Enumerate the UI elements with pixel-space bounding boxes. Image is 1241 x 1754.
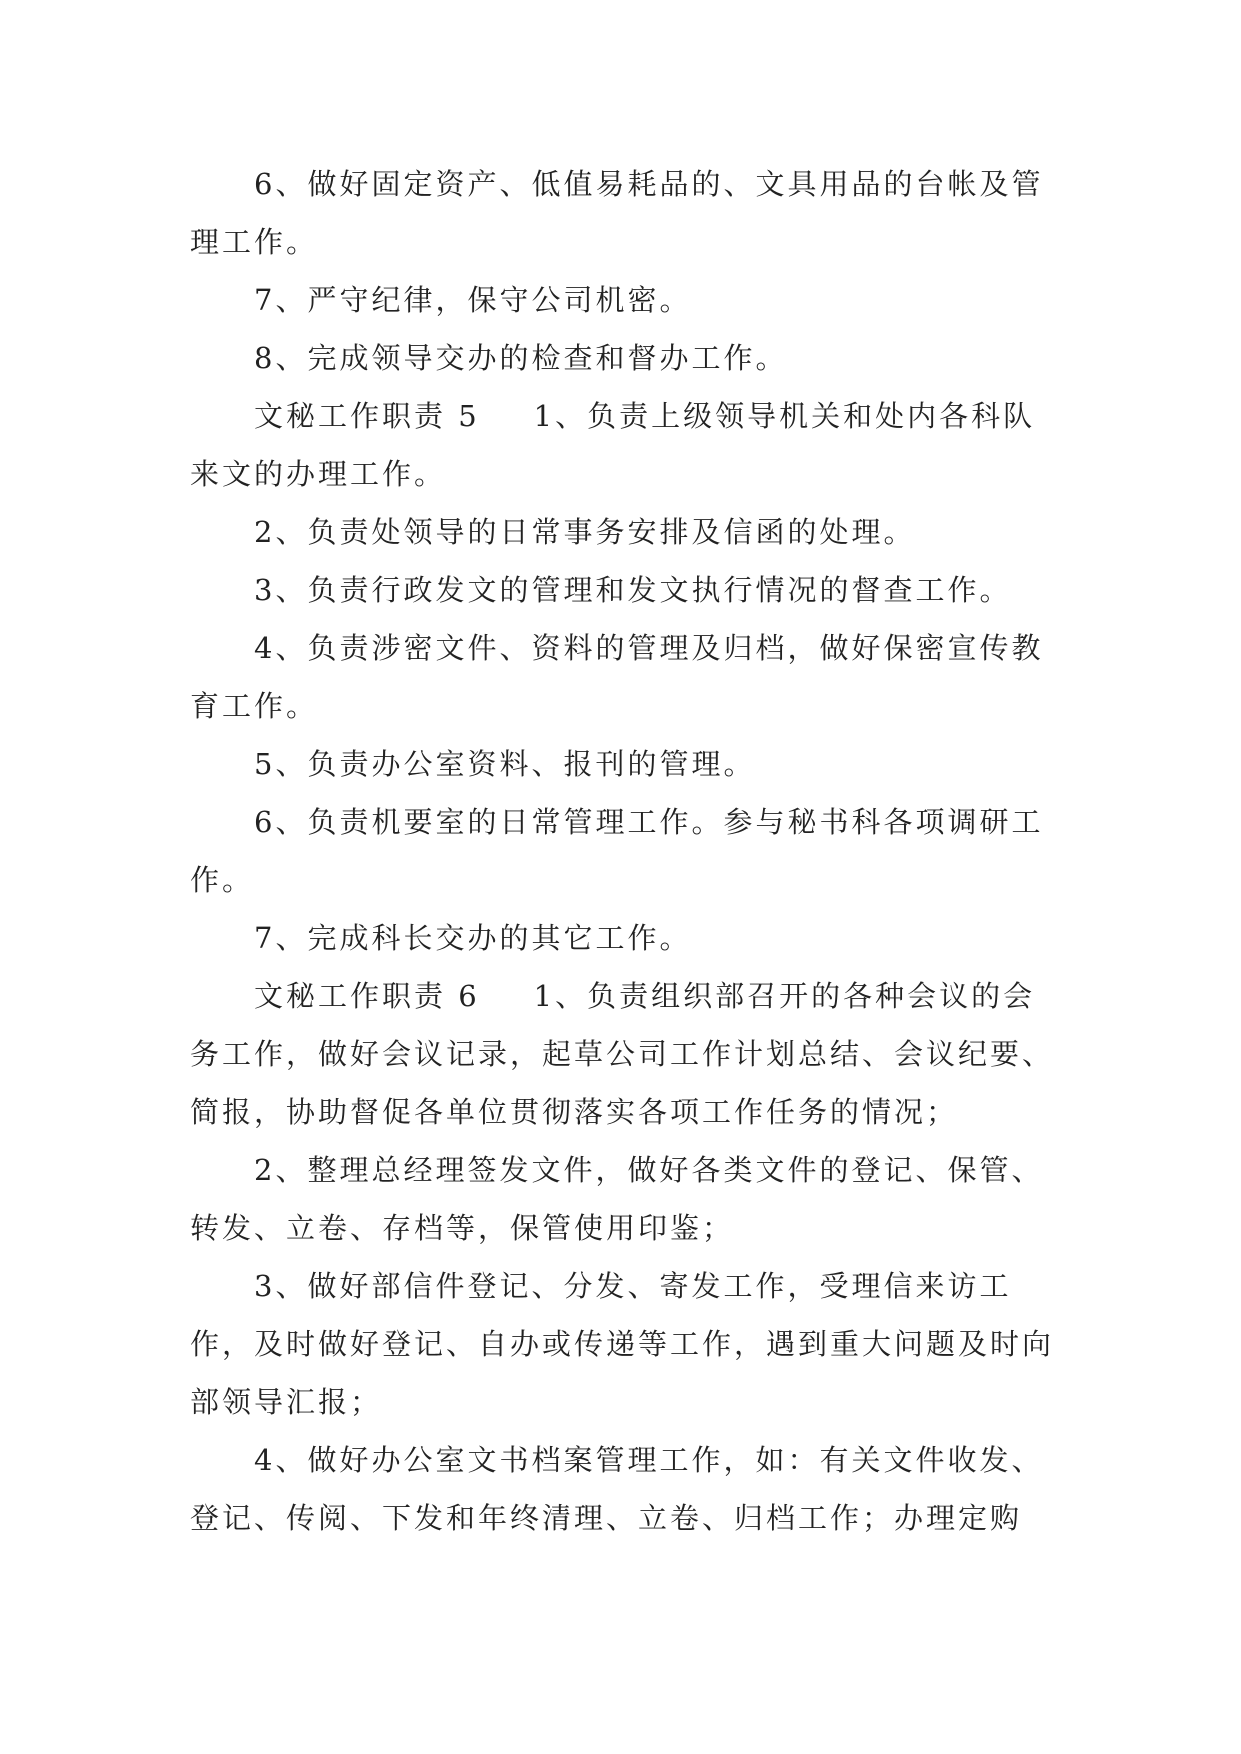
paragraph: 3、做好部信件登记、分发、寄发工作，受理信来访工作，及时做好登记、自办或传递等工作，遇到重大问题及时向部领导汇报； [190,1269,1055,1419]
document-body [190,155,1060,1547]
paragraph: 3、负责行政发文的管理和发文执行情况的督查工作。 [254,573,1012,607]
paragraph: 2、负责处领导的日常事务安排及信函的处理。 [254,515,916,549]
paragraph: 6、做好固定资产、低值易耗品的、文具用品的台帐及管理工作。 [190,167,1044,259]
paragraph-text: 1、负责上级领导机关和处内各科队来文的办理工作。 [190,399,1036,491]
paragraph: 7、严守纪律，保守公司机密。 [254,283,692,317]
section-heading: 文秘工作职责 5 [254,399,480,433]
paragraph-text: 1、负责组织部召开的各种会议的会务工作，做好会议记录，起草公司工作计划总结、会议纪要、简报，协助督促各单位贯彻落实各项工作任务的情况； [190,979,1055,1129]
paragraph: 4、负责涉密文件、资料的管理及归档，做好保密宣传教育工作。 [190,631,1044,723]
paragraph: 5、负责办公室资料、报刊的管理。 [254,747,756,781]
paragraph: 8、完成领导交办的检查和督办工作。 [254,341,788,375]
section-paragraph [190,387,1060,503]
paragraph: 4、做好办公室文书档案管理工作，如：有关文件收发、登记、传阅、下发和年终清理、立卷、归档工作；办理定购 [190,1443,1044,1535]
section-heading: 文秘工作职责 6 [254,979,480,1013]
paragraph: 6、负责机要室的日常管理工作。参与秘书科各项调研工作。 [190,805,1044,897]
paragraph: 7、完成科长交办的其它工作。 [254,921,692,955]
section-paragraph [190,967,1060,1141]
paragraph: 2、整理总经理签发文件，做好各类文件的登记、保管、转发、立卷、存档等，保管使用印鉴； [190,1153,1044,1245]
